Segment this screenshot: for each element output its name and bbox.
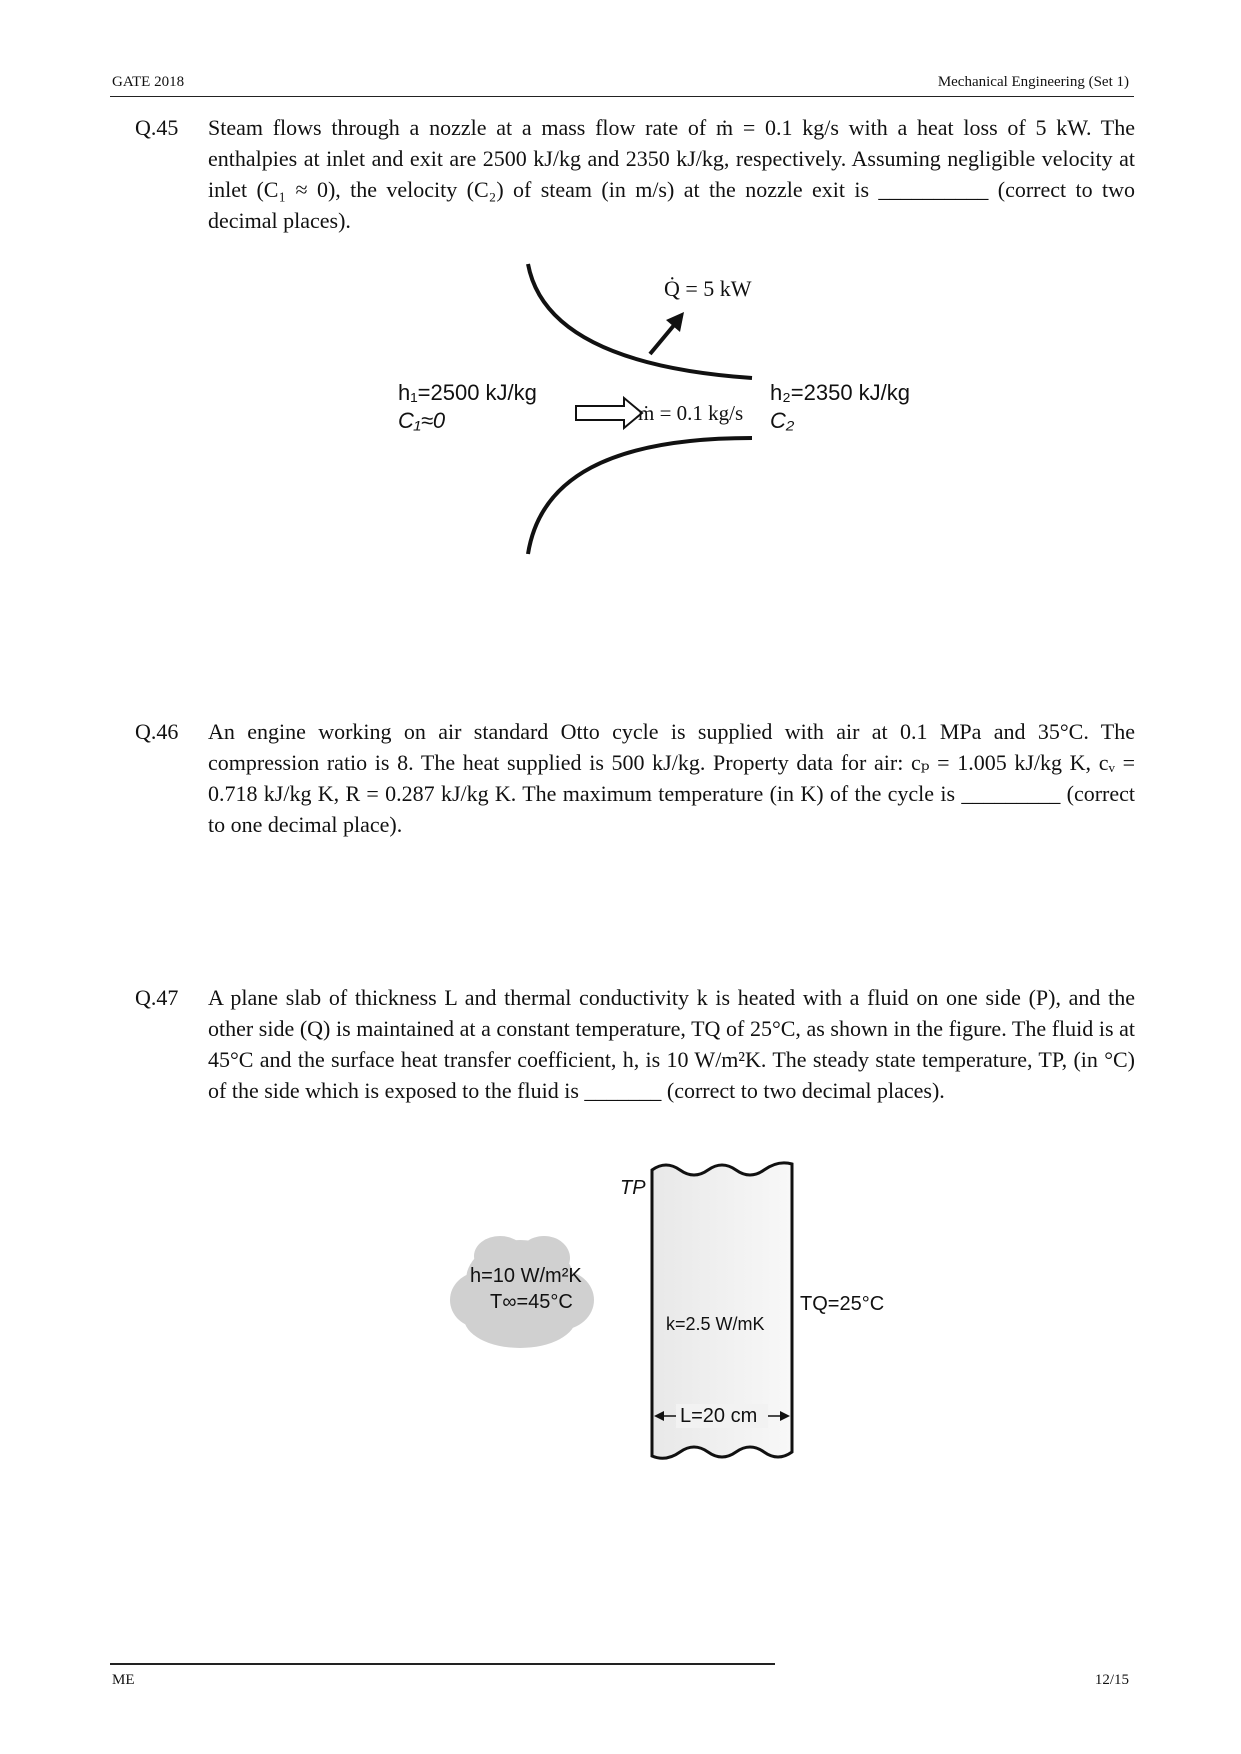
question-text: A plane slab of thickness L and thermal conductivity k is heated with a fluid on one side (P), and the other side (Q) is maintained at a constant temperature, TQ of 25°C, as shown in the figure. The fluid is at 45°C and the surface heat transfer coefficient, h, is 10 W/m²K. The steady state temperature, TP, (in °C) of the side which is exposed to the fluid is _______ (correct to two decimal places).	[208, 985, 1135, 1103]
cloud-t-label: T∞=45°C	[490, 1291, 573, 1313]
nozzle-lower-wall	[528, 438, 752, 554]
exit-enthalpy: h₂=2350 kJ/kg	[770, 380, 911, 405]
inlet-velocity: C₁≈0	[398, 408, 446, 433]
footer-rule	[110, 1663, 775, 1665]
question-46	[135, 716, 1135, 840]
question-number: Q.47	[135, 985, 179, 1010]
question-number: Q.45	[135, 115, 179, 140]
flow-rate-label: ṁ = 0.1 kg/s	[638, 401, 744, 425]
question-text: Steam flows through a nozzle at a mass flow rate of ṁ = 0.1 kg/s with a heat loss of 5 kW. The enthalpies at inlet and exit are 2500 kJ/kg and 2350 kJ/kg, respectively. Assuming negligible velocity at inlet (C₁ ≈ 0), the velocity (C₂) of steam (in m/s) at the nozzle exit is __________ (correct to two decimal places).	[208, 115, 1135, 233]
flow-arrow	[576, 398, 642, 428]
tp-label: TP	[620, 1177, 646, 1199]
question-number: Q.46	[135, 719, 179, 744]
question-45	[135, 112, 1135, 236]
tq-label: TQ=25°C	[800, 1293, 885, 1315]
nozzle-figure	[380, 258, 940, 558]
question-text: An engine working on air standard Otto cycle is supplied with air at 0.1 MPa and 35°C. The compression ratio is 8. The heat supplied is 500 kJ/kg. Property data for air: cₚ = 1.005 kJ/kg K, cᵥ = 0.718 kJ/kg K, R = 0.287 kJ/kg K. The maximum temperature (in K) of the cycle is _________ (correct to one decimal place).	[208, 719, 1135, 837]
k-label: k=2.5 W/mK	[666, 1314, 765, 1334]
inlet-enthalpy: h₁=2500 kJ/kg	[398, 380, 537, 405]
header-rule	[110, 96, 1134, 97]
header-paper: Mechanical Engineering (Set 1)	[937, 74, 1129, 90]
page-number: 12/15	[1094, 1672, 1129, 1688]
heat-label: Q̇ = 5 kW	[664, 276, 752, 301]
slab-figure	[440, 1160, 920, 1470]
question-47	[135, 982, 1135, 1106]
header-exam: GATE 2018	[112, 74, 185, 90]
cloud-h-label: h=10 W/m²K	[470, 1265, 582, 1287]
l-label: L=20 cm	[680, 1405, 758, 1427]
exit-velocity: C₂	[770, 408, 795, 433]
footer-subject: ME	[112, 1672, 135, 1688]
